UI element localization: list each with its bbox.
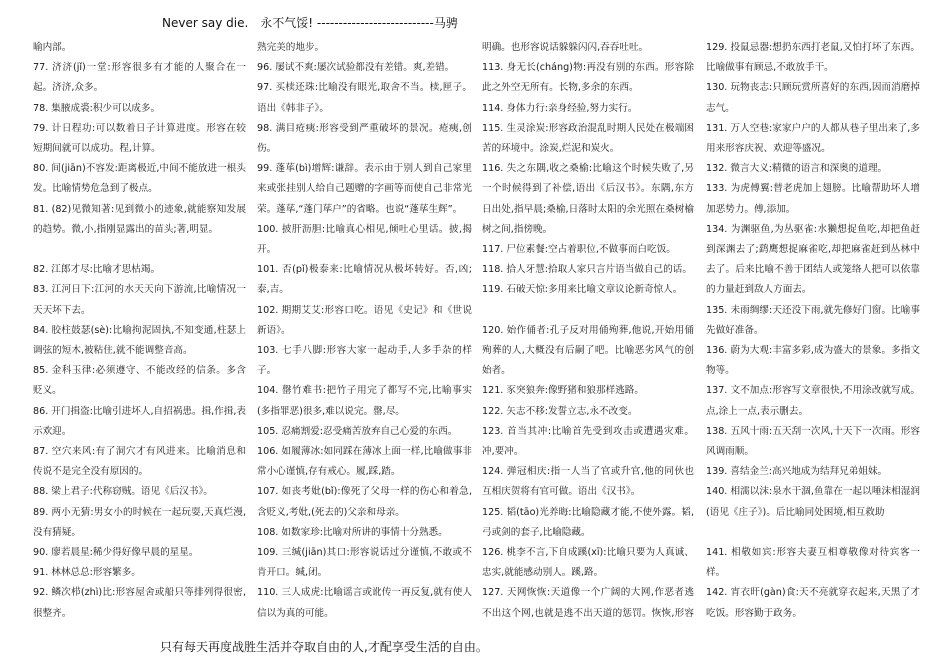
idiom-entry: 101. 否(pǐ)极泰来:比喻情况从极坏转好。否,凶;泰,吉。 xyxy=(257,264,472,296)
idiom-entry: 133. 为虎傅翼:替老虎加上翅膀。比喻帮助坏人增加恶势力。傅,添加。 xyxy=(706,183,920,215)
footer-quote: 只有每天再度战胜生活并夺取自由的人,才配享受生活的自由。 xyxy=(160,640,488,654)
idiom-entry: 134. 为渊驱鱼,为丛驱雀:水獭想捉鱼吃,却把鱼赶到深渊去了;鹞鹰想捉麻雀吃,却把麻雀赶到丛林中去了。后来比喻不善于团结人或笼络人把可以依靠的力量赶到敌人方面去。 xyxy=(706,223,920,296)
idiom-entry: 127. 天网恢恢:天道像一个广阔的大网,作恶者逃不出这个网,也就是逃不出天道的惩罚。恢恢,形容 xyxy=(482,587,694,619)
idiom-entry: 124. 弹冠相庆:指一人当了官或升官,他的同伙也互相庆贺将有官可做。语出《汉书》。 xyxy=(482,466,694,498)
text-column-4 xyxy=(706,38,920,620)
idiom-entry: 87. 空穴来风:有了洞穴才有风进来。比喻消息和传说不是完全没有原因的。 xyxy=(33,446,246,478)
idiom-entry: 83. 江河日下:江河的水天天向下游流,比喻情况一天天坏下去。 xyxy=(33,284,246,316)
idiom-entry: 88. 梁上君子:代称窃贼。语见《后汉书》。 xyxy=(33,486,213,498)
idiom-entry: 136. 蔚为大观:丰富多彩,成为盛大的景象。多指文物等。 xyxy=(706,345,920,377)
idiom-entry: 99. 蓬荜(bì)增辉:谦辞。表示由于别人到自己家里来或张挂别人给自己题赠的字画等而使自己非常光荣。蓬荜,“蓬门荜户”的省略。也说“蓬荜生辉”。 xyxy=(257,163,472,215)
idiom-entry: 117. 尸位素餐:空占着职位,不做事而白吃饭。 xyxy=(482,244,676,256)
idiom-entry: 78. 集腋成裘:积少可以成多。 xyxy=(33,102,161,114)
idiom-entry: 82. 江郎才尽:比喻才思枯竭。 xyxy=(33,264,161,276)
idiom-entry: 89. 两小无猜:男女小的时候在一起玩耍,天真烂漫,没有猜疑。 xyxy=(33,506,246,538)
idiom-entry: 119. 石破天惊:多用来比喻文章议论新奇惊人。 xyxy=(482,284,683,296)
idiom-entry: 120. 始作俑者:孔子反对用俑殉葬,他说,开始用俑殉葬的人,大概没有后嗣了吧。比喻恶劣风气的创始者。 xyxy=(482,324,694,377)
idiom-entry: 97. 买椟还珠:比喻没有眼光,取舍不当。椟,匣子。语出《韩非子》。 xyxy=(257,82,472,114)
idiom-entry: 114. 身体力行:亲身经验,努力实行。 xyxy=(482,102,638,114)
idiom-entry: 92. 鳞次栉(zhì)比:形容屋舍或船只等排列得很密,很整齐。 xyxy=(33,587,246,619)
idiom-entry xyxy=(33,240,246,260)
idiom-entry: 明确。也形容说话躲躲闪闪,吞吞吐吐。 xyxy=(482,42,649,53)
idiom-entry: 86. 开门揖盗:比喻引进坏人,自招祸患。揖,作揖,表示欢迎。 xyxy=(33,405,246,437)
idiom-entry: 131. 万人空巷:家家户户的人都从巷子里出来了,多用来形容庆祝、欢迎等盛况。 xyxy=(706,122,920,155)
idiom-entry: 110. 三人成虎:比喻谣言或讹传一再反复,就有使人信以为真的可能。 xyxy=(257,587,472,619)
idiom-entry: 118. 拾人牙慧:拾取人家只言片语当做自己的话。 xyxy=(482,264,692,276)
text-column-2 xyxy=(257,38,472,620)
header-dashes: --------------------------- xyxy=(316,16,434,30)
idiom-entry: 135. 未雨绸缪:天还没下雨,就先修好门窗。比喻事先做好准备。 xyxy=(706,304,920,336)
idiom-entry: 103. 七手八脚:形容大家一起动手,人多手杂的样子。 xyxy=(257,345,472,377)
idiom-entry: 142. 宵衣旰(gàn)食:天不亮就穿衣起来,天黑了才吃饭。形容勤于政务。 xyxy=(706,587,920,619)
idiom-entry: 122. 矢志不移:发誓立志,永不改变。 xyxy=(482,405,638,417)
idiom-entry: 108. 如数家珍:比喻对所讲的事情十分熟悉。 xyxy=(257,526,448,538)
idiom-entry: 85. 金科玉律:必须遵守、不能改经的信条。多含贬义。 xyxy=(33,365,246,397)
idiom-entry: 116. 失之东隅,收之桑榆:比喻这个时候失败了,另一个时候得到了补偿,语出《后汉书》。东隅,东方日出处,指早晨;桑榆,日落时太阳的余光照在桑树榆树之间,指傍晚。 xyxy=(482,163,694,235)
idiom-entry: 109. 三缄(jiān)其口:形容说话过分谨慎,不敢或不肯开口。缄,闭。 xyxy=(257,547,472,579)
idiom-entry: 106. 如履薄冰:如同踩在薄冰上面一样,比喻做事非常小心谨慎,存有戒心。履,踩,踏。 xyxy=(257,446,472,478)
idiom-entry: 79. 计日程功:可以数着日子计算进度。形容在较短期间就可以成功。程,计算。 xyxy=(33,122,246,155)
idiom-entry: 132. 微言大义:精微的语言和深奥的道理。 xyxy=(706,163,888,175)
idiom-entry: 90. 廖若晨星:稀少得好像早晨的星星。 xyxy=(33,547,199,559)
idiom-entry xyxy=(706,523,920,543)
idiom-entry: 115. 生灵涂炭:形容政治混乱时期人民处在极端困苦的环境中。涂炭,烂泥和炭火。 xyxy=(482,122,694,155)
idiom-entry: 130. 玩物丧志:只顾玩赏所喜好的东西,因而消磨掉志气。 xyxy=(706,82,920,114)
idiom-entry: 102. 期期艾艾:形容口吃。语见《史记》和《世说新语》。 xyxy=(257,304,472,336)
idiom-entry: 139. 喜结金兰:高兴地成为结拜兄弟姐妹。 xyxy=(706,466,888,478)
idiom-entry: 熟完美的地步。 xyxy=(257,42,325,53)
idiom-entry: 137. 文不加点:形容写文章很快,不用涂改就写成。点,涂上一点,表示删去。 xyxy=(706,385,920,417)
idiom-entry: 77. 济济(jǐ)一堂:形容很多有才能的人聚合在一起。济济,众多。 xyxy=(33,62,246,94)
idiom-entry: 140. 相濡以沫:泉水干涸,鱼靠在一起以唾沫相湿润(语见《庄子》)。后比喻同处困境,相互救助 xyxy=(706,486,920,518)
idiom-entry: 84. 胶柱鼓瑟(sè):比喻拘泥固执,不知变通,柱瑟上调弦的短木,被粘住,就不能调整音高。 xyxy=(33,324,246,357)
idiom-entry: 104. 罄竹难书:把竹子用完了都写不完,比喻事实(多指罪恶)很多,难以说完。罄,尽。 xyxy=(257,385,472,417)
idiom-entry: 129. 投鼠忌器:想扔东西打老鼠,又怕打坏了东西。比喻做事有顾忌,不敢放手干。 xyxy=(706,42,920,74)
motto-english: Never say die. xyxy=(162,16,249,30)
idiom-entry: 121. 豕突狼奔:像野猪和狼那样逃路。 xyxy=(482,385,644,397)
idiom-entry: 100. 披肝沥胆:比喻真心相见,倾吐心里话。披,揭开。 xyxy=(257,223,472,256)
idiom-entry: 98. 满目疮痍:形容受到严重破坏的景况。疮痍,创伤。 xyxy=(257,122,472,155)
text-column-3 xyxy=(482,38,694,620)
idiom-entry: 125. 韬(tāo)光养晦:比喻隐藏才能,不使外露。韬,弓或剑的套子,比喻隐藏。 xyxy=(482,506,694,538)
idiom-entry: 123. 首当其冲:比喻首先受到攻击或遭遇灾难。冲,要冲。 xyxy=(482,425,694,458)
header-author: 马骋 xyxy=(433,16,458,30)
idiom-entry: 80. 间(jiān)不容发:距离极近,中间不能放进一根头发。比喻情势危急到了极点。 xyxy=(33,163,246,195)
idiom-entry: 113. 身无长(cháng)物:再没有别的东西。形容除此之外空无所有。长物,多余的东西。 xyxy=(482,62,694,94)
page-header xyxy=(162,14,458,31)
motto-chinese: 永不气馁! xyxy=(260,16,314,30)
idiom-entry: 喻内部。 xyxy=(33,42,72,53)
idiom-entry: 81. (82)见微知著:见到微小的迹象,就能察知发展的趋势。微,小,指刚显露出的苗头;著,明显。 xyxy=(33,203,246,235)
idiom-entry: 126. 桃李不言,下自成蹊(xī):比喻只要为人真诚、忠实,就能感动别人。蹊,路。 xyxy=(482,547,694,579)
idiom-entry: 91. 林林总总:形容繁多。 xyxy=(33,567,141,579)
idiom-entry: 138. 五风十雨:五天刮一次风,十天下一次雨。形容风调雨顺。 xyxy=(706,425,920,458)
idiom-entry: 107. 如丧考妣(bǐ):像死了父母一样的伤心和着急,含贬义,考妣,(死去的)父亲和母亲。 xyxy=(257,486,472,518)
text-column-1 xyxy=(33,38,246,620)
idiom-entry: 96. 屡试不爽:屡次试验都没有差错。爽,差错。 xyxy=(257,62,455,74)
idiom-entry: 141. 相敬如宾:形容夫妻互相尊敬像对待宾客一样。 xyxy=(706,547,920,579)
idiom-entry: 105. 忍痛割爱:忍受痛苦放弃自己心爱的东西。 xyxy=(257,425,458,437)
idiom-entry xyxy=(482,301,694,321)
